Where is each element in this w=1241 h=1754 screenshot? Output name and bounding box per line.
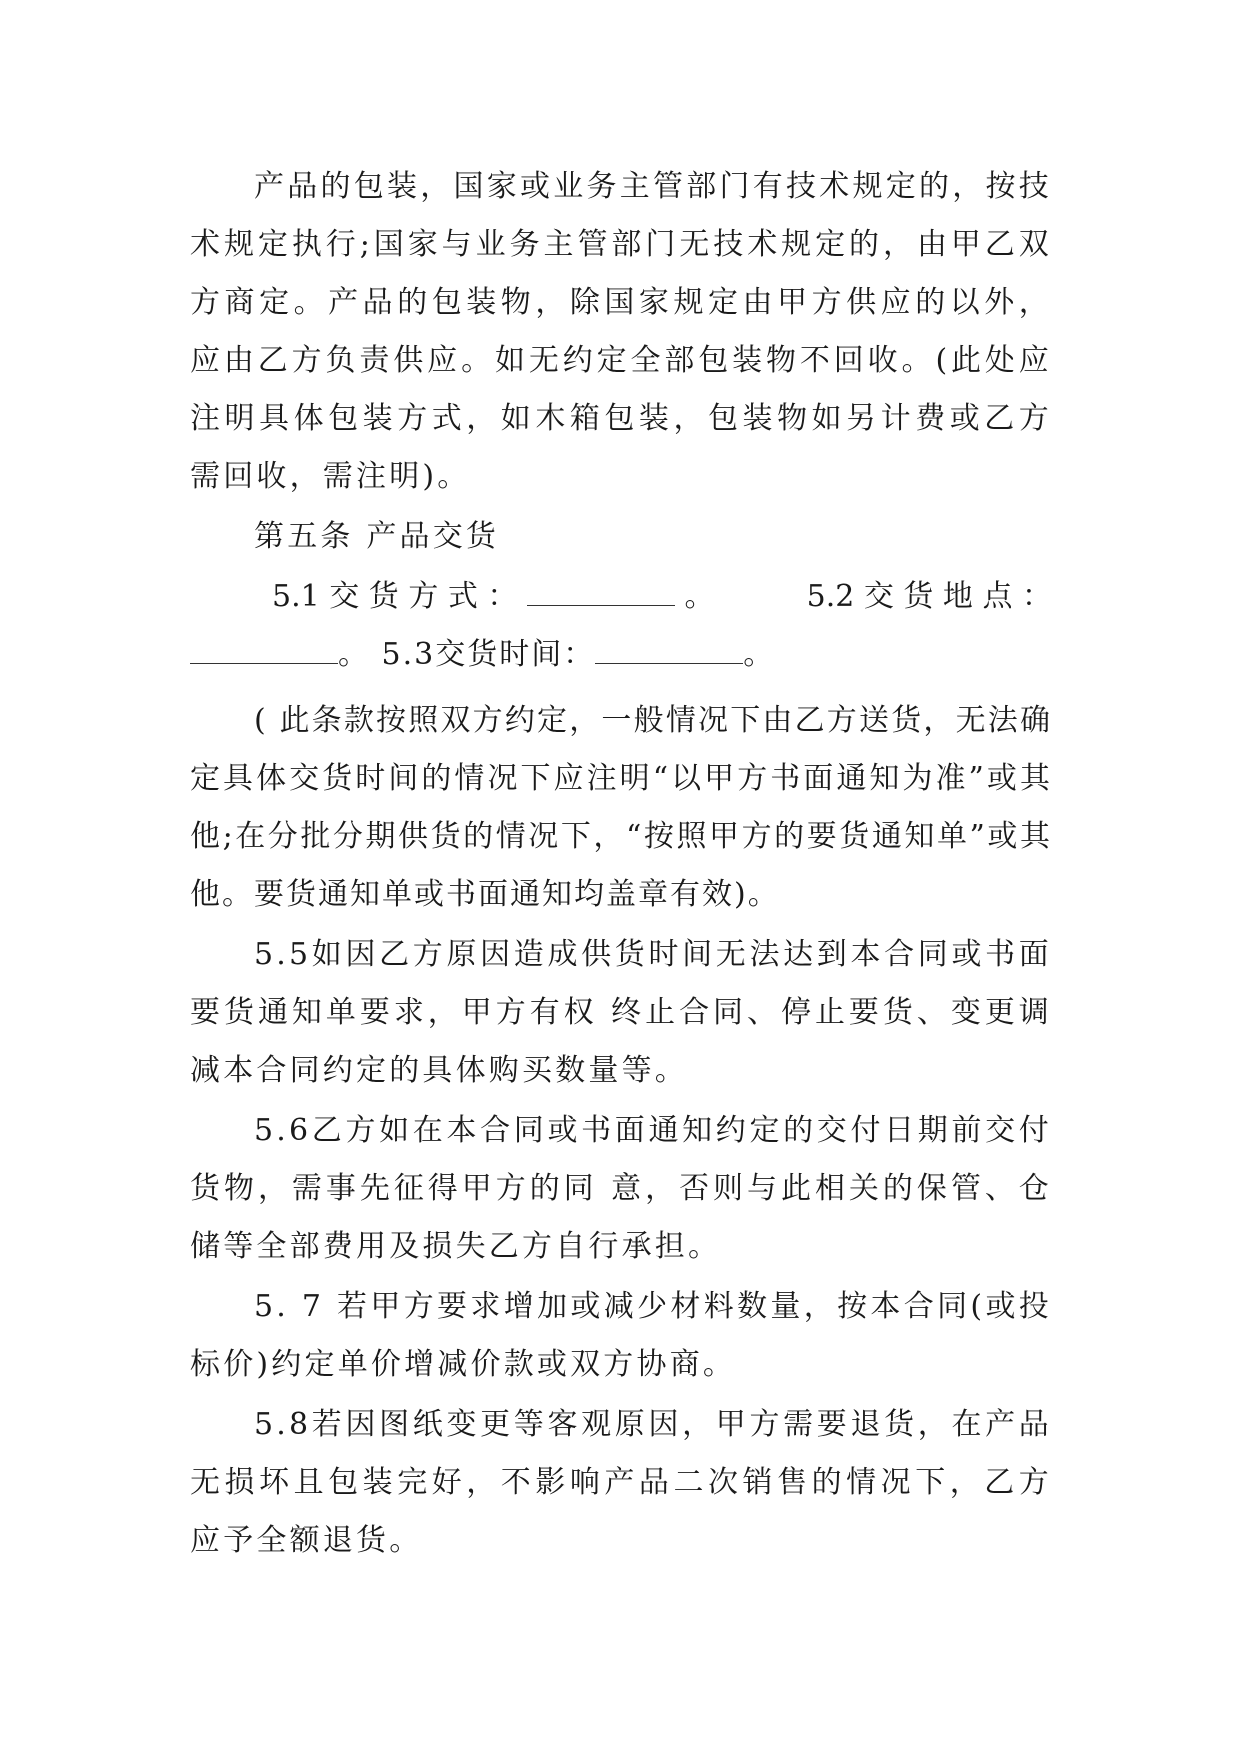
delivery-time-label: 5.3交货时间：	[381, 637, 596, 672]
document-body	[190, 158, 1052, 1572]
delivery-method-group	[272, 568, 714, 626]
delivery-place-label: 5.2 交 货 地 点 ：	[806, 579, 1052, 614]
article-5-heading: 第五条 产品交货	[254, 519, 500, 554]
delivery-place-end: 。	[338, 637, 370, 672]
delivery-line-2	[190, 626, 1052, 684]
clause-5-5-paragraph: 5.5如因乙方原因造成供货时间无法达到本合同或书面要货通知单要求，甲方有权 终止合同、停止要货、变更调减本合同约定的具体购买数量等。	[190, 937, 1052, 1088]
delivery-place-blank	[190, 637, 338, 664]
delivery-time-end: 。	[743, 637, 776, 672]
clause-5-7-paragraph: 5. 7 若甲方要求增加或减少材料数量，按本合同(或投标价)约定单价增减价款或双方协商。	[190, 1289, 1052, 1382]
delivery-note-paragraph: ( 此条款按照双方约定，一般情况下由乙方送货，无法确定具体交货时间的情况下应注明“以甲方书面通知为准”或其他;在分批分期供货的情况下，“按照甲方的要货通知单”或其他。要货通知单或书面通知均盖章有效)。	[190, 703, 1052, 912]
delivery-terms	[190, 568, 1052, 684]
clause-5-8-paragraph: 5.8若因图纸变更等客观原因，甲方需要退货，在产品无损坏且包装完好，不影响产品二次销售的情况下，乙方应予全额退货。	[190, 1407, 1052, 1558]
delivery-method-blank	[527, 579, 675, 606]
delivery-line-1	[190, 568, 1052, 626]
clause-5-6-paragraph: 5.6乙方如在本合同或书面通知约定的交付日期前交付货物，需事先征得甲方的同 意，否则与此相关的保管、仓储等全部费用及损失乙方自行承担。	[190, 1113, 1052, 1264]
packaging-paragraph: 产品的包装，国家或业务主管部门有技术规定的，按技术规定执行;国家与业务主管部门无技术规定的，由甲乙双方商定。产品的包装物，除国家规定由甲方供应的以外，应由乙方负责供应。如无约定全部包装物不回收。(此处应注明具体包装方式，如木箱包装，包装物如另计费或乙方需回收，需注明)。	[190, 169, 1052, 494]
delivery-method-label: 5.1 交 货 方 式 ：	[272, 579, 518, 614]
delivery-time-blank	[595, 637, 743, 664]
delivery-method-end: 。	[684, 579, 715, 614]
